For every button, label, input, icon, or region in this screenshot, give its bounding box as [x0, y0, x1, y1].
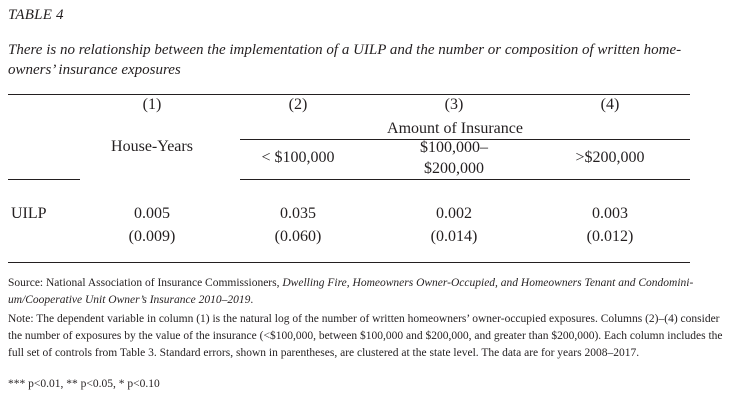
coefficient-col-3: 0.002	[436, 205, 472, 222]
column-3-header-line-2: $200,000	[424, 160, 484, 177]
source-prefix: Source: National Association of Insurance Commissioners,	[8, 277, 283, 289]
row-label-uilp: UILP	[11, 205, 47, 222]
col-header-rule	[240, 179, 690, 180]
amount-of-insurance-header: Amount of Insurance	[387, 120, 523, 137]
column-number-2: (2)	[288, 96, 308, 113]
std-error-col-3: (0.014)	[430, 228, 478, 245]
column-number-4: (4)	[600, 96, 620, 113]
column-number-3: (3)	[444, 96, 464, 113]
source-note	[8, 275, 726, 309]
source-suffix: .	[250, 294, 254, 306]
column-1-header: House-Years	[111, 138, 193, 155]
table-note: Note: The dependent variable in column (1) is the natural log of the number of written homeowners’ owner-occupied exposures. Columns (2)–(4) consider the number of exposures by the value of the insurance (<$100,000, between $100,000 and $200,000, and greater than $200,000). Each column includes the full set of controls from Table 3. Standard errors, shown in parentheses, are clustered at the state level. The data are for years 2008–2017.	[8, 313, 723, 359]
coefficient-col-4: 0.003	[592, 205, 628, 222]
column-2-header: < $100,000	[261, 149, 335, 166]
table-caption: There is no relationship between the implementation of a UILP and the number or composition of written home-owners’ insurance exposures	[8, 42, 682, 78]
coefficient-col-1: 0.005	[134, 205, 170, 222]
col1-header-rule	[8, 179, 80, 180]
significance-legend: *** p<0.01, ** p<0.05, * p<0.10	[8, 378, 160, 390]
column-3-header-line-1: $100,000–	[420, 139, 488, 156]
std-error-col-2: (0.060)	[274, 228, 322, 245]
column-number-1: (1)	[142, 96, 162, 113]
std-error-col-1: (0.009)	[128, 228, 176, 245]
std-error-col-4: (0.012)	[586, 228, 634, 245]
table-label: TABLE 4	[8, 7, 64, 23]
column-4-header: >$200,000	[575, 149, 645, 166]
top-rule	[8, 94, 690, 95]
source-title: Dwelling Fire, Homeowners Owner-Occupied, and Homeowners Tenant and Condomini-um/Cooperative Unit Owner’s Insurance 2010–2019	[8, 277, 694, 306]
coefficient-col-2: 0.035	[280, 205, 316, 222]
bottom-rule	[8, 262, 690, 263]
